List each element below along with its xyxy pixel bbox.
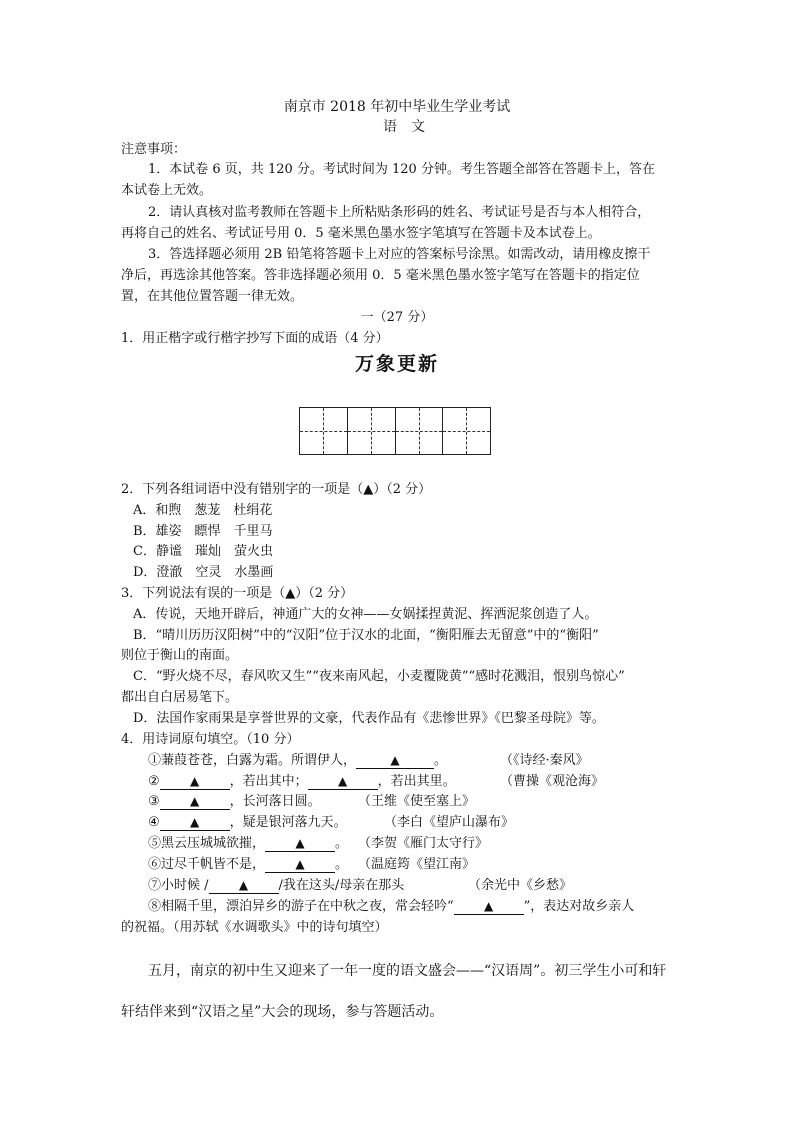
- q4-item: [148, 773, 605, 791]
- q2-stem: 2．下列各组词语中没有错别字的一项是（▲）（2 分）: [121, 482, 432, 497]
- grid-cell: [348, 408, 396, 454]
- q3-line: B．“晴川历历汉阳树”中的“汉阳”位于汉水的北面，“衡阳雁去无留意”中的“衡阳”: [133, 628, 599, 643]
- writing-grid: [299, 407, 491, 455]
- q2-option: B．雄姿 瞟悍 千里马: [133, 524, 273, 539]
- section-heading: 一（27 分）: [360, 310, 434, 325]
- notes-line: 1．本试卷 6 页，共 120 分。考试时间为 120 分钟。考生答题全部答在答题卡上，答在: [148, 162, 655, 177]
- item-source: （李白《望庐山瀑布》: [384, 815, 515, 830]
- passage-line: 五月，南京的初中生又迎来了一年一度的语文盛会——“汉语周”。初三学生小可和轩: [148, 963, 667, 979]
- item-text: ⑧相隔千里，漂泊异乡的游子在中秋之夜，常会轻吟“: [148, 899, 454, 914]
- notes-line: 本试卷上无效。: [121, 183, 213, 198]
- item-text: ③: [148, 794, 160, 809]
- q4-item: [148, 793, 476, 811]
- q3-line: 则位于衡山的南面。: [121, 648, 239, 663]
- q4-item: [148, 898, 634, 916]
- q3-line: A．传说，天地开辟后，神通广大的女神——女娲揉捏黄泥、挥洒泥浆创造了人。: [133, 607, 598, 622]
- answer-blank: ▲: [265, 836, 335, 852]
- exam-title: 南京市 2018 年初中毕业生学业考试: [283, 99, 511, 115]
- q3-line: C．“野火烧不尽，春风吹又生”“夜来南风起，小麦覆陇黄”“感时花溅泪，恨别鸟惊心”: [133, 669, 625, 684]
- item-text: ②: [148, 774, 160, 789]
- answer-blank: ▲: [209, 878, 279, 894]
- item-text: /我在这头/母亲在那头: [278, 878, 405, 893]
- q2-option: C．静谧 璀灿 萤火虫: [133, 544, 273, 559]
- notes-line: 再将自己的姓名、考试证号用 0．5 毫米黑色墨水签字笔填写在答题卡及本试卷上。: [121, 226, 601, 241]
- item-text: 。: [335, 857, 349, 872]
- item-text: ”，表达对故乡亲人: [523, 899, 635, 914]
- item-source: （曹操《观沧海》: [500, 774, 605, 789]
- q3-line: 都出自白居易笔下。: [121, 690, 239, 705]
- q2-option: A．和煦 葱茏 杜绢花: [133, 503, 273, 518]
- item-text: ，若出其里。: [377, 774, 456, 789]
- exam-subject: 语文: [383, 119, 439, 135]
- item-source: （李贺《雁门太守行》: [358, 836, 489, 851]
- grid-cell: [443, 408, 490, 454]
- item-text: ④: [148, 815, 160, 830]
- notes-line: 净后，再选涂其他答案。答非选择题必须用 0．5 毫米黑色墨水签字笔写在答题卡的指定位: [121, 268, 640, 283]
- item-source: （王维《使至塞上》: [358, 794, 476, 809]
- answer-blank: ▲: [160, 794, 230, 810]
- q2-option: D．澄澈 空灵 水墨画: [133, 565, 274, 580]
- item-text: ⑦小时候 /: [148, 878, 209, 893]
- notes-heading: 注意事项：: [121, 142, 187, 157]
- q1-stem: 1．用正楷字或行楷字抄写下面的成语（4 分）: [121, 331, 389, 346]
- item-text: ⑥过尽千帆皆不是，: [148, 857, 266, 872]
- notes-line: 置，在其他位置答题一律无效。: [121, 289, 304, 304]
- answer-blank: ▲: [160, 815, 230, 831]
- answer-blank: ▲: [308, 774, 378, 790]
- q4-item: [148, 835, 489, 853]
- q3-stem: 3．下列说法有误的一项是（▲）（2 分）: [121, 586, 354, 601]
- answer-blank: ▲: [454, 899, 524, 915]
- q4-item: [121, 919, 388, 937]
- answer-blank: ▲: [265, 857, 335, 873]
- grid-cell: [300, 408, 348, 454]
- item-source: （余光中《乡愁》: [468, 878, 573, 893]
- item-text: ，若出其中；: [229, 774, 308, 789]
- q4-item: [148, 752, 589, 770]
- item-text: ⑤黑云压城城欲摧，: [148, 836, 266, 851]
- answer-blank: ▲: [160, 774, 230, 790]
- item-source: （《诗经·秦风》: [500, 753, 589, 768]
- passage-line: 轩结伴来到“汉语之星”大会的现场，参与答题活动。: [121, 1004, 444, 1020]
- notes-line: 3．答选择题必须用 2B 铅笔将答题卡上对应的答案标号涂黑。如需改动，请用橡皮擦干: [148, 247, 651, 262]
- item-text: 。: [335, 836, 349, 851]
- answer-blank: ▲: [356, 753, 434, 769]
- q4-stem: 4．用诗词原句填空。（10 分）: [121, 732, 300, 747]
- q1-idiom: 万象更新: [354, 353, 439, 375]
- item-text: ①蒹葭苍苍，白露为霜。所谓伊人，: [148, 753, 357, 768]
- item-text: ，长河落日圆。: [229, 794, 321, 809]
- item-text: 的祝福。（用苏轼《水调歌头》中的诗句填空）: [121, 920, 388, 935]
- q4-item: [148, 814, 515, 832]
- item-source: （温庭筠《望江南》: [358, 857, 476, 872]
- grid-cell: [396, 408, 444, 454]
- q3-line: D．法国作家雨果是享誉世界的文豪，代表作品有《悲惨世界》《巴黎圣母院》等。: [133, 711, 605, 726]
- notes-line: 2．请认真核对监考教师在答题卡上所粘贴条形码的姓名、考试证号是否与本人相符合，: [148, 205, 651, 220]
- item-text: 。: [434, 753, 448, 768]
- q4-item: [148, 877, 573, 895]
- item-text: ，疑是银河落九天。: [229, 815, 347, 830]
- q4-item: [148, 856, 476, 874]
